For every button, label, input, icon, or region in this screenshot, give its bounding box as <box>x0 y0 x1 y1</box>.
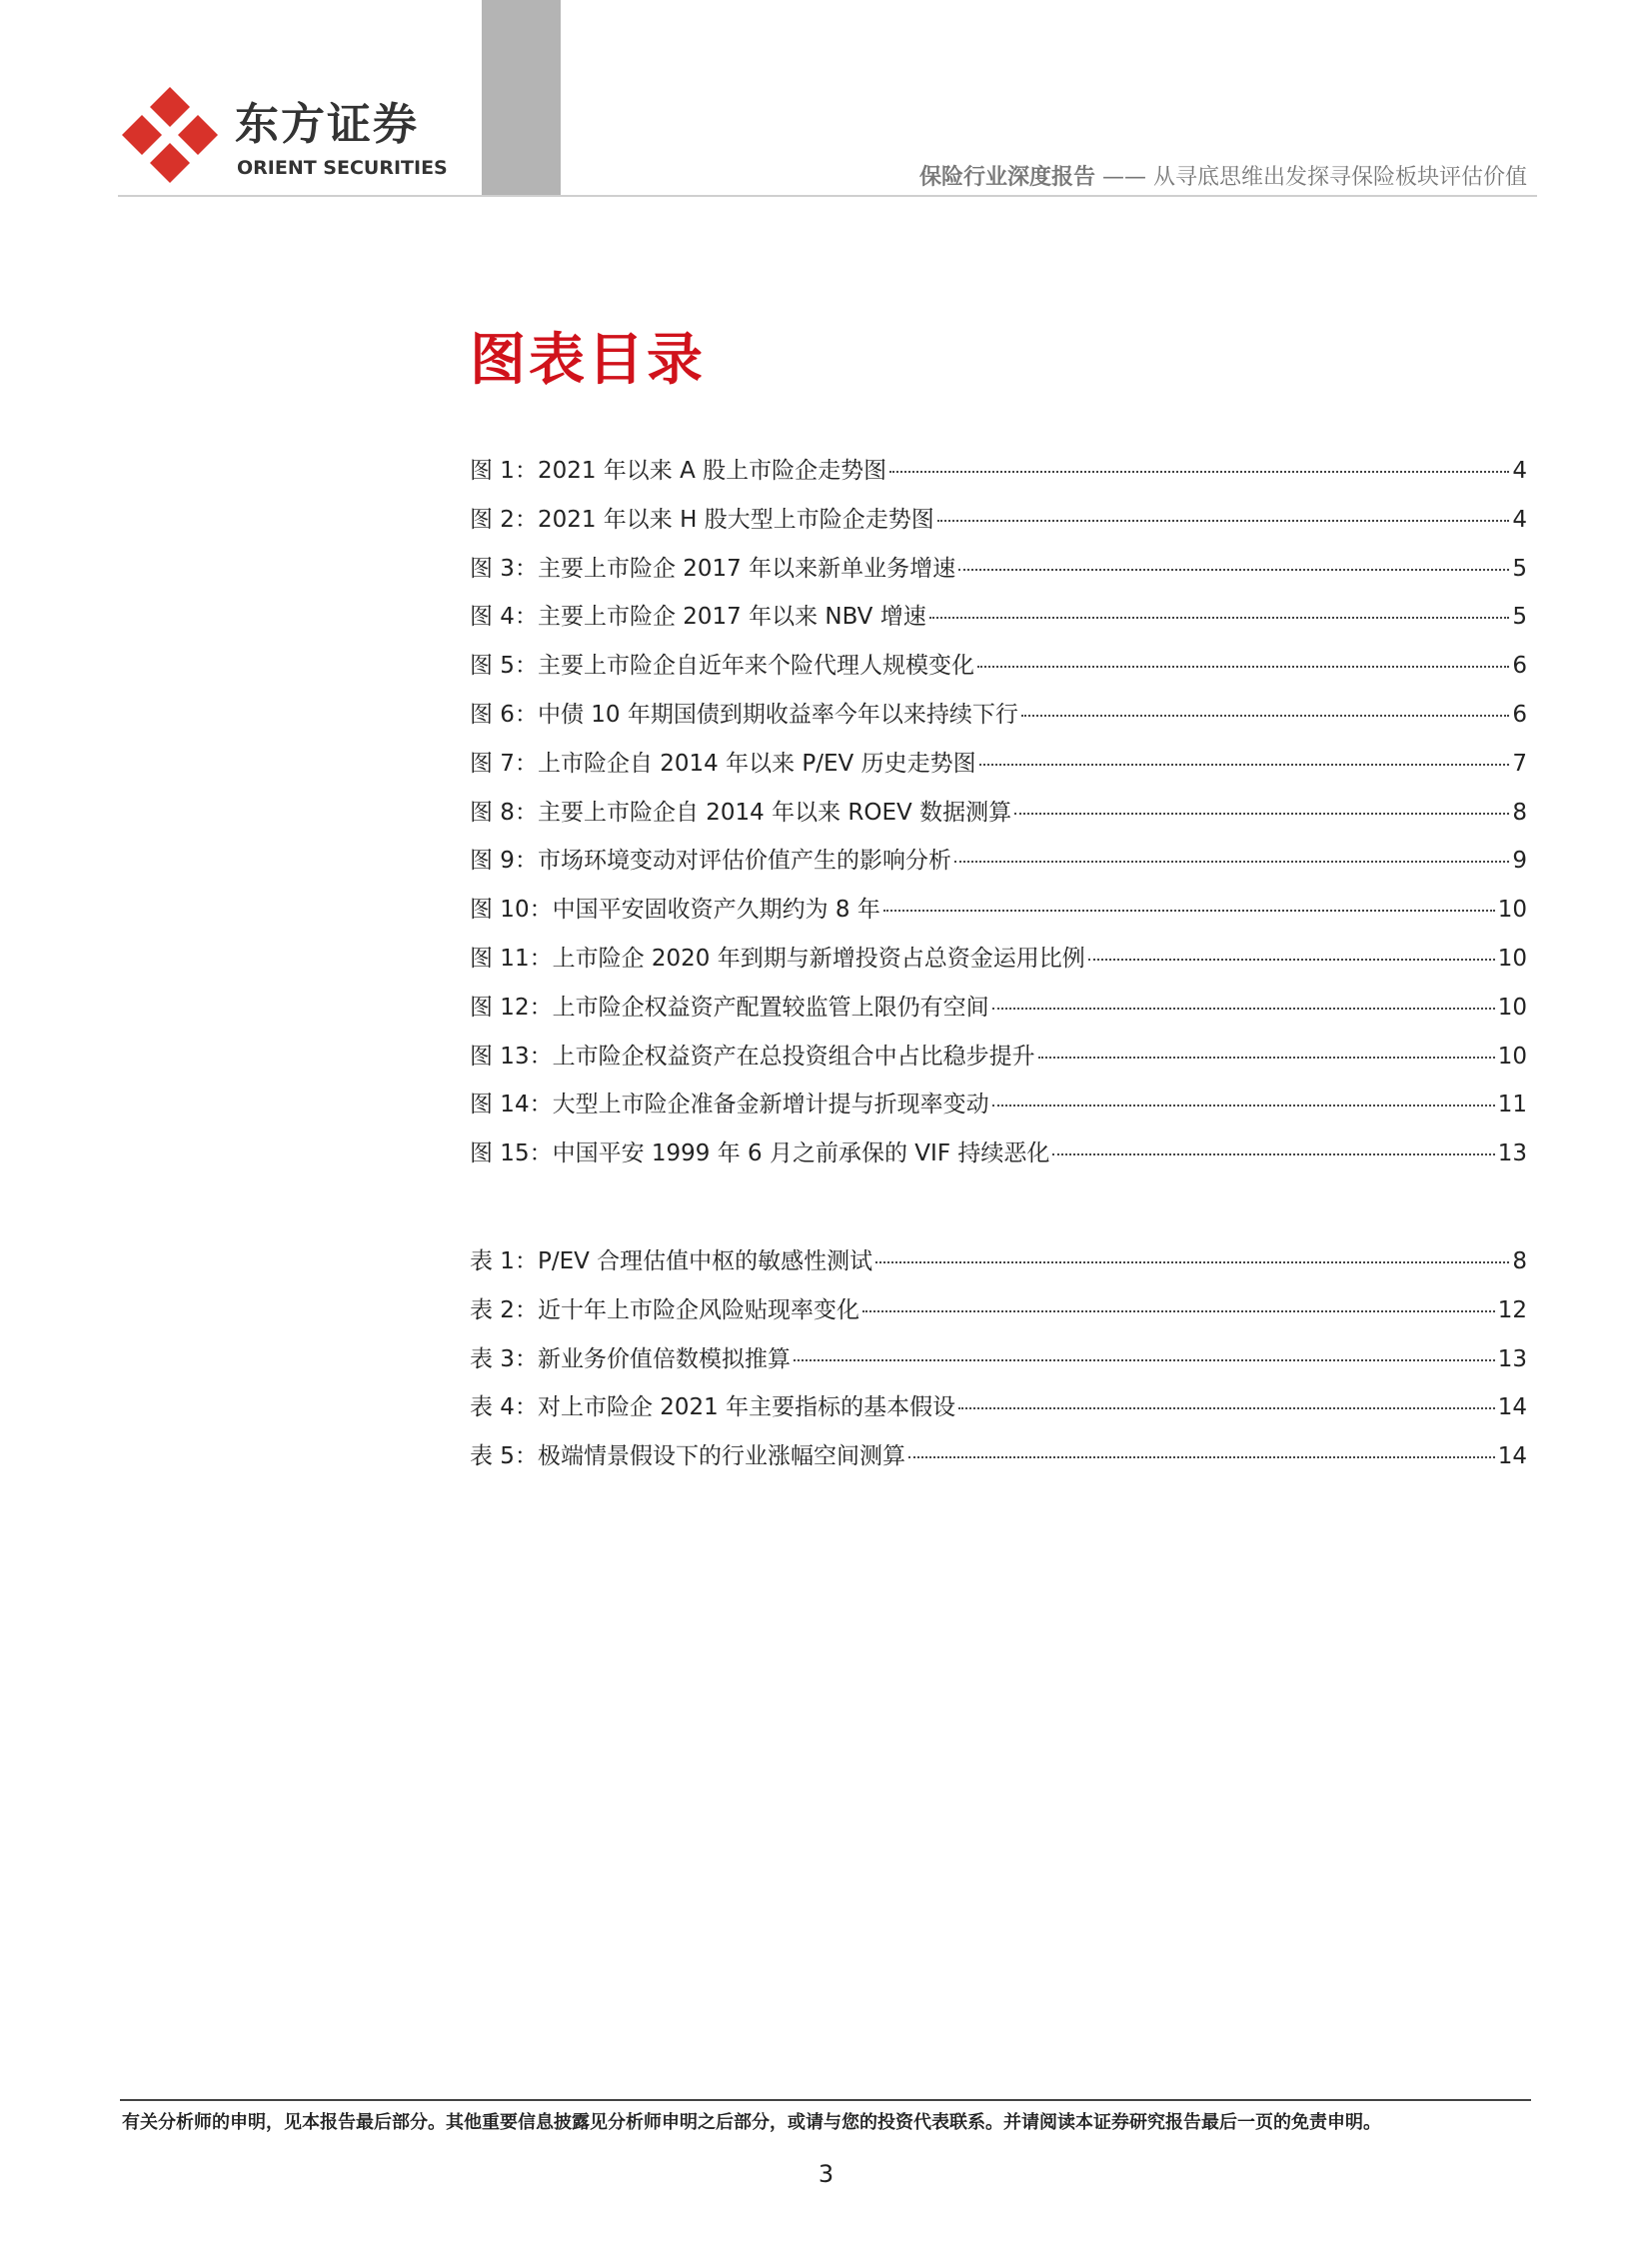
page-number: 3 <box>818 2160 834 2188</box>
entry-label: 图 2：2021 年以来 H 股大型上市险企走势图 <box>470 506 934 533</box>
entry-label: 表 4：对上市险企 2021 年主要指标的基本假设 <box>470 1394 956 1421</box>
entry-page-number: 9 <box>1512 848 1527 875</box>
entry-page-number: 10 <box>1497 945 1527 972</box>
logo-mark-icon <box>120 85 220 185</box>
toc-figure-entry[interactable] <box>470 846 1527 895</box>
entry-page-number: 12 <box>1497 1296 1527 1323</box>
leader-dots <box>862 1310 1495 1312</box>
title-separator: —— <box>1101 165 1146 190</box>
entry-page-number: 6 <box>1512 653 1527 680</box>
entry-page-number: 5 <box>1512 555 1527 582</box>
footer-disclaimer: 有关分析师的申明，见本报告最后部分。其他重要信息披露见分析师申明之后部分，或请与您的投资代表联系。并请阅读本证券研究报告最后一页的免责申明。 <box>122 2112 1381 2133</box>
entry-page-number: 8 <box>1512 1248 1527 1274</box>
leader-dots <box>958 1407 1495 1409</box>
leader-dots <box>992 1008 1495 1010</box>
entry-label: 图 3：主要上市险企 2017 年以来新单业务增速 <box>470 555 956 582</box>
entry-page-number: 10 <box>1497 1043 1527 1070</box>
toc-figure-entry[interactable] <box>470 505 1527 554</box>
toc-figure-entry[interactable] <box>470 700 1527 749</box>
toc-figure-entry[interactable] <box>470 651 1527 700</box>
entry-page-number: 8 <box>1512 799 1527 826</box>
entry-label: 图 1：2021 年以来 A 股上市险企走势图 <box>470 458 887 484</box>
leader-dots <box>929 617 1510 619</box>
entry-label: 图 12：上市险企权益资产配置较监管上限仍有空间 <box>470 994 989 1021</box>
entry-label: 图 10：中国平安固收资产久期约为 8 年 <box>470 897 880 924</box>
header-report-title <box>919 164 1527 192</box>
entry-page-number: 14 <box>1497 1443 1527 1470</box>
logo-chinese-name: 东方证券 <box>235 99 419 150</box>
toc-table-entry[interactable] <box>470 1344 1527 1393</box>
leader-dots <box>875 1261 1509 1263</box>
toc-figure-entry[interactable] <box>470 602 1527 651</box>
toc-figure-entry[interactable] <box>470 1138 1527 1187</box>
toc-figure-entry[interactable] <box>470 1090 1527 1138</box>
entry-label: 图 14：大型上市险企准备金新增计提与折现率变动 <box>470 1092 989 1119</box>
entry-page-number: 10 <box>1497 994 1527 1021</box>
report-type: 保险行业深度报告 <box>918 165 1095 190</box>
toc-figure-entry[interactable] <box>470 749 1527 798</box>
leader-dots <box>977 666 1509 668</box>
leader-dots <box>794 1359 1495 1361</box>
toc-figure-entry[interactable] <box>470 798 1527 847</box>
entry-label: 图 15：中国平安 1999 年 6 月之前承保的 VIF 持续恶化 <box>470 1140 1050 1167</box>
entry-page-number: 4 <box>1512 458 1527 484</box>
leader-dots <box>979 764 1510 766</box>
entry-page-number: 6 <box>1512 701 1527 728</box>
leader-dots <box>883 910 1495 912</box>
toc-table-entry[interactable] <box>470 1295 1527 1344</box>
leader-dots <box>1052 1153 1494 1155</box>
leader-dots <box>1088 959 1495 961</box>
entry-label: 图 4：主要上市险企 2017 年以来 NBV 增速 <box>470 604 926 631</box>
entry-label: 表 2：近十年上市险企风险贴现率变化 <box>470 1296 859 1323</box>
leader-dots <box>1014 813 1509 815</box>
entry-page-number: 5 <box>1512 604 1527 631</box>
toc-figure-entry[interactable] <box>470 1042 1527 1091</box>
entry-label: 图 8：主要上市险企自 2014 年以来 ROEV 数据测算 <box>470 799 1012 826</box>
entry-page-number: 13 <box>1497 1140 1527 1167</box>
entry-label: 图 5：主要上市险企自近年来个险代理人规模变化 <box>470 653 974 680</box>
entry-page-number: 7 <box>1512 750 1527 777</box>
toc-table-entry[interactable] <box>470 1392 1527 1441</box>
header-accent-bar <box>482 0 561 196</box>
page-title: 图表目录 <box>470 328 706 393</box>
leader-dots <box>1021 715 1510 717</box>
logo-english-name: ORIENT SECURITIES <box>237 157 448 179</box>
entry-label: 表 3：新业务价值倍数模拟推算 <box>470 1345 791 1372</box>
report-title: 从寻底思维出发探寻保险板块评估价值 <box>1152 165 1527 190</box>
entry-page-number: 13 <box>1497 1345 1527 1372</box>
leader-dots <box>889 471 1509 473</box>
toc-figure-entry[interactable] <box>470 895 1527 944</box>
footer-divider <box>120 2099 1531 2101</box>
leader-dots <box>954 861 1509 863</box>
toc-figure-entry[interactable] <box>470 944 1527 993</box>
entry-page-number: 10 <box>1497 897 1527 924</box>
leader-dots <box>937 520 1510 522</box>
figure-list <box>470 456 1527 1187</box>
entry-label: 图 9：市场环境变动对评估价值产生的影响分析 <box>470 848 951 875</box>
entry-label: 图 13：上市险企权益资产在总投资组合中占比稳步提升 <box>470 1043 1035 1070</box>
toc-figure-entry[interactable] <box>470 456 1527 505</box>
leader-dots <box>1038 1057 1495 1059</box>
entry-page-number: 14 <box>1497 1394 1527 1421</box>
entry-page-number: 11 <box>1497 1092 1527 1119</box>
leader-dots <box>958 569 1509 571</box>
leader-dots <box>908 1456 1495 1458</box>
table-list <box>470 1246 1527 1490</box>
entry-label: 图 6：中债 10 年期国债到期收益率今年以来持续下行 <box>470 701 1018 728</box>
entry-label: 表 5：极端情景假设下的行业涨幅空间测算 <box>470 1443 905 1470</box>
entry-label: 表 1：P/EV 合理估值中枢的敏感性测试 <box>470 1248 873 1274</box>
toc-table-entry[interactable] <box>470 1441 1527 1490</box>
leader-dots <box>992 1105 1495 1107</box>
toc-table-entry[interactable] <box>470 1246 1527 1295</box>
toc-figure-entry[interactable] <box>470 554 1527 603</box>
toc-figure-entry[interactable] <box>470 993 1527 1042</box>
entry-label: 图 7：上市险企自 2014 年以来 P/EV 历史走势图 <box>470 750 976 777</box>
company-logo <box>120 85 460 185</box>
entry-page-number: 4 <box>1512 506 1527 533</box>
header-divider <box>118 195 1537 197</box>
entry-label: 图 11：上市险企 2020 年到期与新增投资占总资金运用比例 <box>470 945 1085 972</box>
